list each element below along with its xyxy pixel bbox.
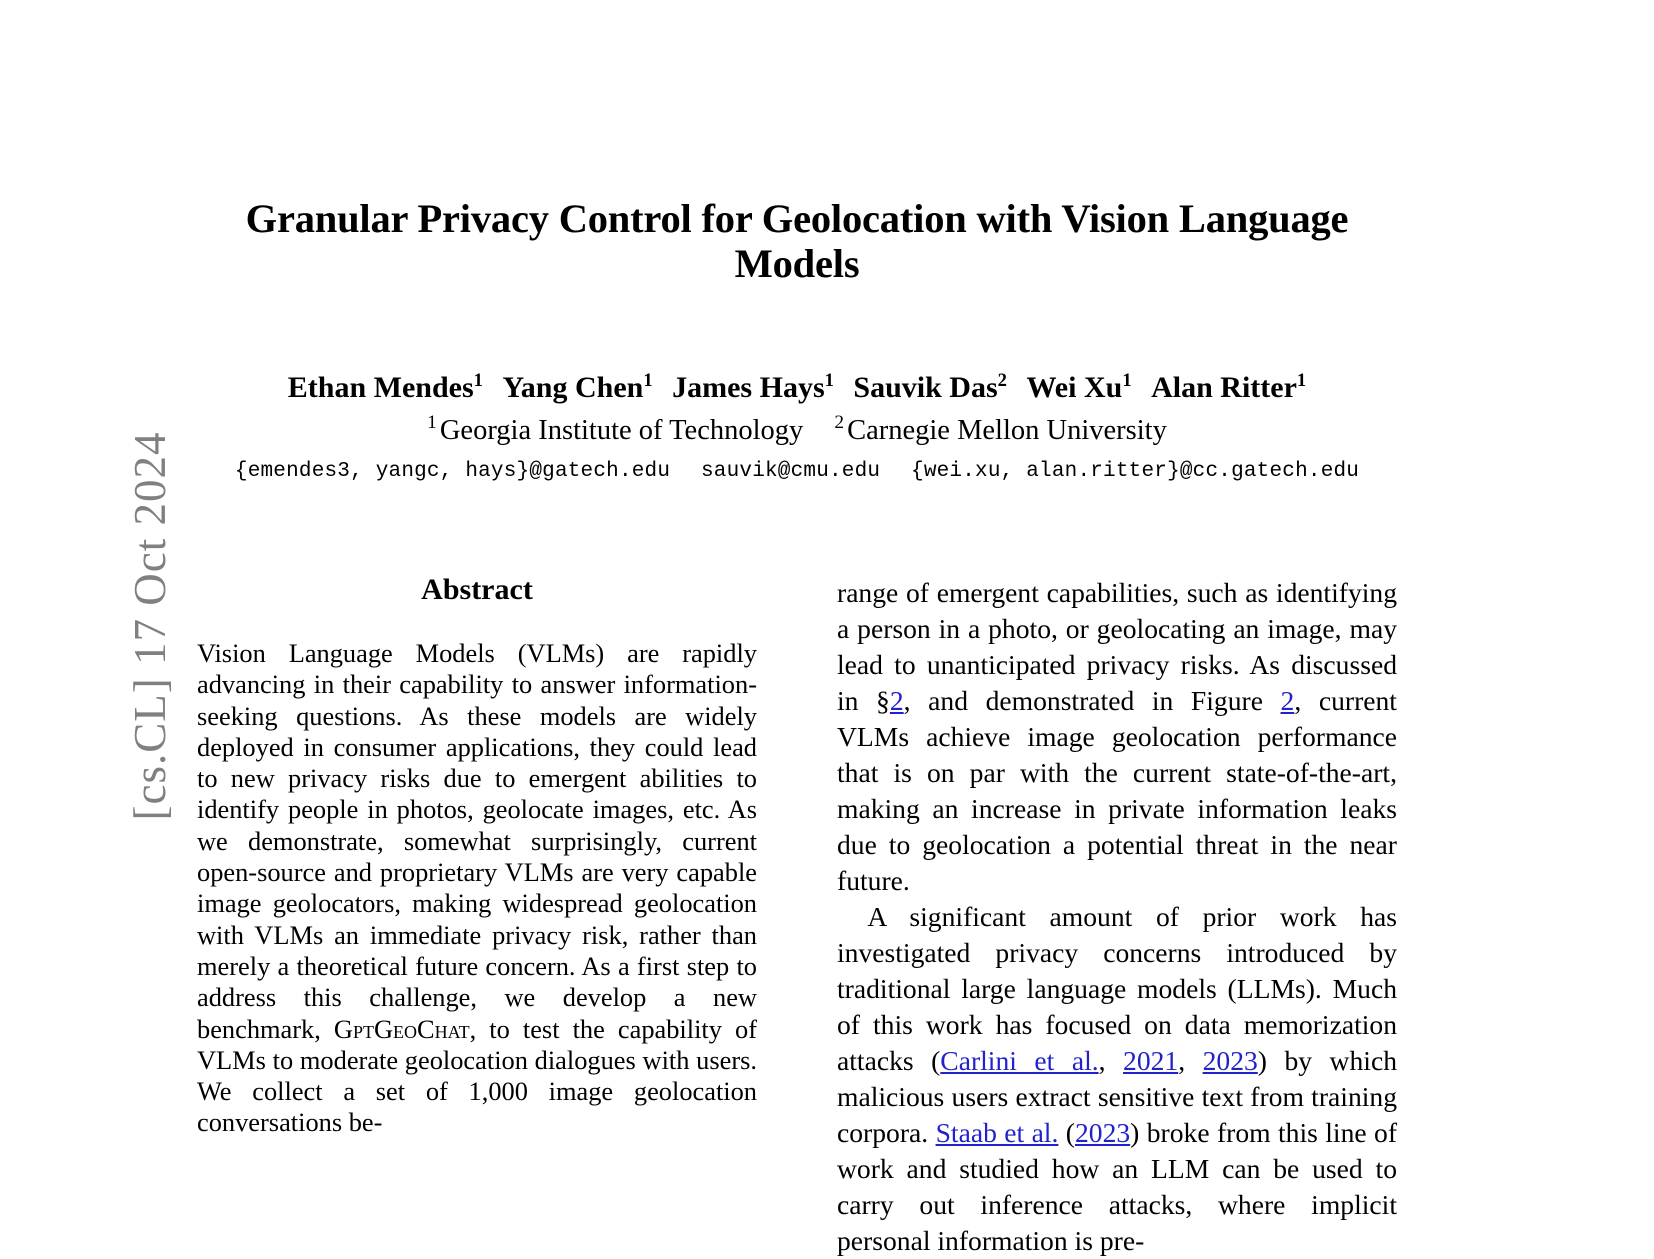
left-column [197, 575, 757, 1259]
paragraph-text: , current VLMs achieve image geolocation performance that is on par with the current state-of-the-art, making an increase in private information leaks due to geolocation a potential threat in the near future. [837, 685, 1397, 896]
author-affil-mark: 1 [1296, 369, 1307, 391]
email-list [197, 459, 1397, 484]
affiliation-mark: 2 [834, 412, 845, 434]
benchmark-name: GptGeoChat [333, 1013, 470, 1044]
paper-header [197, 0, 1397, 484]
author [853, 371, 1007, 404]
author [502, 371, 652, 404]
abstract-paragraph [197, 638, 757, 1139]
affiliation-name: Carnegie Mellon University [847, 414, 1167, 446]
affiliation [427, 412, 804, 446]
citation-link-carlini[interactable]: Carlini et al. [940, 1045, 1099, 1076]
author [1026, 371, 1131, 404]
author-affil-mark: 1 [824, 369, 834, 391]
author-name: James Hays [672, 370, 825, 404]
citation-link-2021[interactable]: 2021 [1123, 1045, 1179, 1076]
affiliation-list [197, 414, 1397, 448]
email-address: {emendes3, yangc, hays}@gatech.edu [234, 459, 671, 483]
citation-link-staab-year[interactable]: 2023 [1074, 1117, 1131, 1148]
page-title: Granular Privacy Control for Geolocation with Vision Language Models [245, 196, 1349, 287]
author-affil-mark: 2 [997, 369, 1007, 391]
intro-paragraph-1 [837, 575, 1397, 899]
author-name: Alan Ritter [1151, 370, 1297, 404]
arxiv-stamp: [cs.CL] 17 Oct 2024 [125, 431, 175, 821]
body-columns [197, 575, 1397, 1259]
author-affil-mark: 1 [473, 369, 483, 391]
paragraph-text: ) broke from this line of work and studied how an LLM can be used to carry out inference attacks, where implicit personal information is pre- [837, 1117, 1398, 1256]
paragraph-text: ) by which malicious users extract sensitive text from training corpora. [837, 1045, 1397, 1148]
right-column [837, 575, 1397, 1259]
author [1151, 371, 1306, 404]
paragraph-text: , [1098, 1045, 1124, 1076]
paragraph-text: , [1178, 1045, 1203, 1076]
email-address: {wei.xu, alan.ritter}@cc.gatech.edu [911, 459, 1360, 483]
author-name: Wei Xu [1026, 370, 1123, 404]
intro-paragraph-2 [837, 899, 1397, 1259]
author-name: Yang Chen [502, 370, 644, 404]
citation-link-staab[interactable]: Staab et al. [935, 1117, 1059, 1148]
author-name: Sauvik Das [853, 370, 998, 404]
affiliation-mark: 1 [427, 412, 437, 434]
abstract-text-part-1: Vision Language Models (VLMs) are rapidly advancing in their capability to answer information-seeking questions. As these models are widely deployed in consumer applications, they could lead to new privacy risks due to emergent abilities to identify people in photos, geolocate images, etc. As we demonstrate, somewhat surprisingly, current open-source and proprietary VLMs are very capable image geolocators, making widespread geolocation with VLMs an immediate privacy risk, rather than merely a theoretical future concern. As a first step to address this challenge, we develop a new benchmark, [197, 638, 757, 1044]
affiliation-name: Georgia Institute of Technology [439, 414, 804, 446]
author [288, 371, 483, 404]
affiliation [834, 412, 1167, 446]
paragraph-text: range of emergent capabilities, such as identifying a person in a photo, or geolocating an image, may lead to unanticipated privacy risks. As discussed in § [837, 577, 1397, 716]
author-name: Ethan Mendes [287, 370, 474, 404]
paragraph-text: ( [1058, 1117, 1075, 1148]
abstract-heading: Abstract [421, 573, 533, 606]
citation-link-2023[interactable]: 2023 [1202, 1045, 1258, 1076]
author-affil-mark: 1 [1122, 369, 1132, 391]
abstract-text-part-2: , to test the capability of VLMs to moderate geolocation dialogues with users. We collect a set of 1,000 image geolocation conversations be- [197, 1013, 757, 1138]
paragraph-text: A significant amount of prior work has investigated privacy concerns introduced by traditional large language models (LLMs). Much of this work has focused on data memorization attacks ( [837, 901, 1397, 1076]
author [672, 371, 834, 404]
author-list [197, 370, 1397, 406]
email-address: sauvik@cmu.edu [700, 459, 881, 483]
figure-link-2[interactable]: 2 [1280, 685, 1295, 716]
paragraph-text: , and demonstrated in Figure [903, 685, 1281, 716]
section-link-2[interactable]: 2 [889, 685, 904, 716]
author-affil-mark: 1 [643, 369, 653, 391]
